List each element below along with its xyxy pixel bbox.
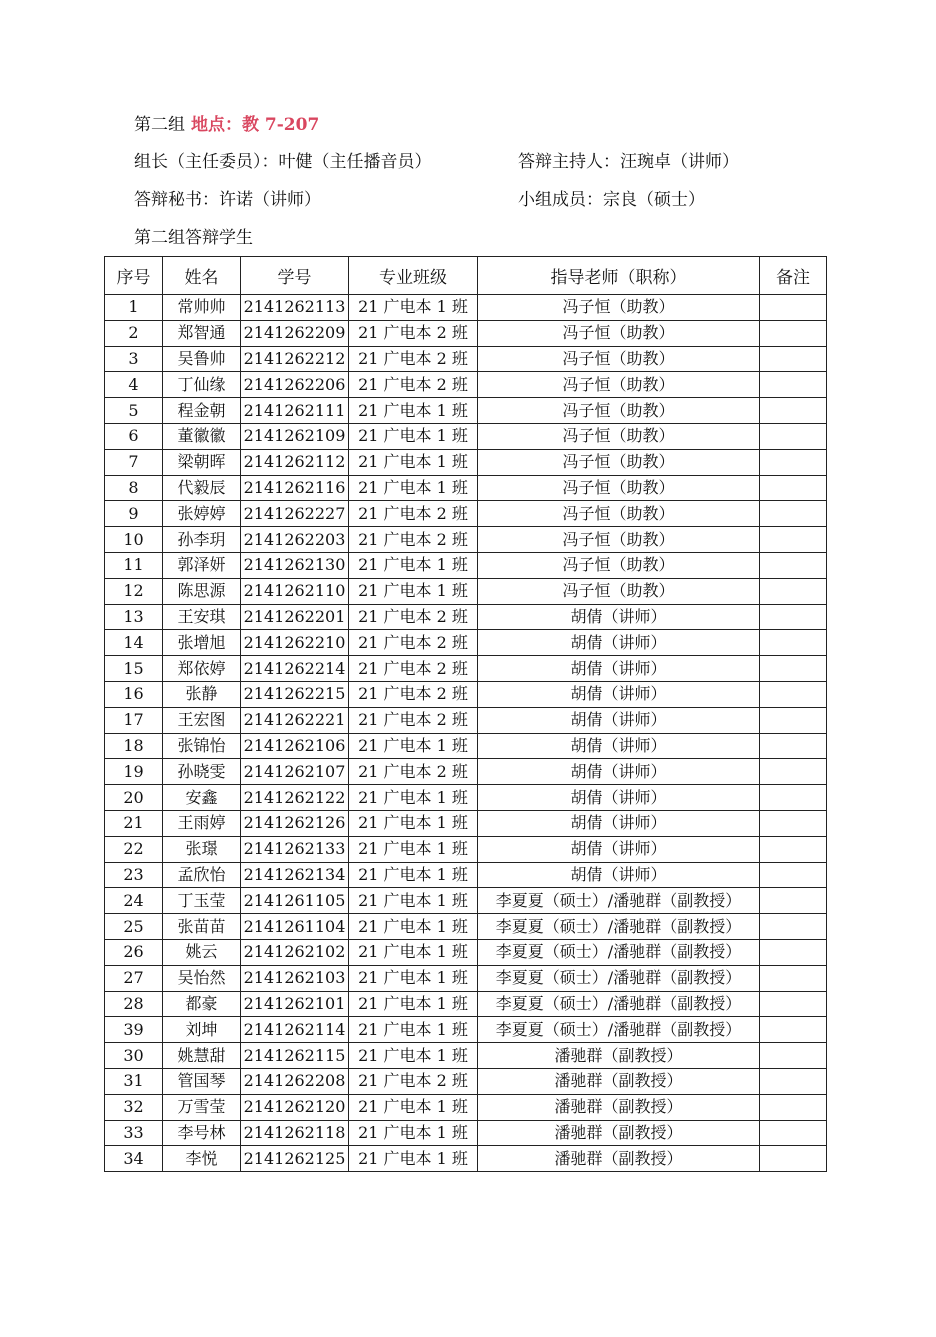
- table-row: [105, 501, 827, 527]
- cell-index: 1: [105, 295, 163, 321]
- cell-notes: [760, 991, 827, 1017]
- cell-class: 21 广电本 2 班: [349, 604, 478, 630]
- cell-notes: [760, 862, 827, 888]
- cell-notes: [760, 398, 827, 424]
- cell-name: 代毅辰: [163, 475, 241, 501]
- cell-index: 26: [105, 939, 163, 965]
- cell-student-id: 2141262214: [241, 656, 349, 682]
- cell-index: 31: [105, 1068, 163, 1094]
- cell-notes: [760, 527, 827, 553]
- cell-name: 王宏图: [163, 707, 241, 733]
- table-row: [105, 346, 827, 372]
- cell-notes: [760, 810, 827, 836]
- cell-name: 孙晓雯: [163, 759, 241, 785]
- cell-name: 刘坤: [163, 1017, 241, 1043]
- cell-student-id: 2141262107: [241, 759, 349, 785]
- header-advisor: 指导老师（职称）: [478, 257, 760, 295]
- cell-index: 28: [105, 991, 163, 1017]
- header-class: 专业班级: [349, 257, 478, 295]
- cell-class: 21 广电本 1 班: [349, 785, 478, 811]
- cell-class: 21 广电本 2 班: [349, 707, 478, 733]
- cell-advisor: 冯子恒（助教）: [478, 320, 760, 346]
- cell-student-id: 2141262103: [241, 965, 349, 991]
- cell-name: 郭泽妍: [163, 552, 241, 578]
- cell-index: 8: [105, 475, 163, 501]
- cell-name: 陈思源: [163, 578, 241, 604]
- cell-advisor: 李夏夏（硕士）/潘驰群（副教授）: [478, 939, 760, 965]
- table-row: [105, 939, 827, 965]
- cell-student-id: 2141262209: [241, 320, 349, 346]
- cell-class: 21 广电本 1 班: [349, 914, 478, 940]
- table-row: [105, 1146, 827, 1172]
- cell-student-id: 2141262112: [241, 449, 349, 475]
- cell-class: 21 广电本 2 班: [349, 372, 478, 398]
- cell-advisor: 胡倩（讲师）: [478, 604, 760, 630]
- table-row: [105, 1120, 827, 1146]
- cell-student-id: 2141262134: [241, 862, 349, 888]
- cell-student-id: 2141262227: [241, 501, 349, 527]
- table-row: [105, 681, 827, 707]
- cell-class: 21 广电本 2 班: [349, 1068, 478, 1094]
- cell-class: 21 广电本 1 班: [349, 295, 478, 321]
- cell-student-id: 2141262109: [241, 423, 349, 449]
- cell-student-id: 2141262203: [241, 527, 349, 553]
- cell-name: 丁玉莹: [163, 888, 241, 914]
- table-row: [105, 810, 827, 836]
- cell-name: 吴鲁帅: [163, 346, 241, 372]
- cell-advisor: 潘驰群（副教授）: [478, 1043, 760, 1069]
- cell-index: 23: [105, 862, 163, 888]
- table-row: [105, 320, 827, 346]
- cell-name: 郑依婷: [163, 656, 241, 682]
- cell-index: 9: [105, 501, 163, 527]
- cell-name: 吴怡然: [163, 965, 241, 991]
- cell-index: 14: [105, 630, 163, 656]
- cell-student-id: 2141261104: [241, 914, 349, 940]
- cell-student-id: 2141262125: [241, 1146, 349, 1172]
- cell-index: 27: [105, 965, 163, 991]
- cell-advisor: 潘驰群（副教授）: [478, 1120, 760, 1146]
- cell-advisor: 李夏夏（硕士）/潘驰群（副教授）: [478, 888, 760, 914]
- cell-student-id: 2141262114: [241, 1017, 349, 1043]
- group-title-line: [134, 113, 319, 137]
- cell-notes: [760, 552, 827, 578]
- cell-advisor: 冯子恒（助教）: [478, 423, 760, 449]
- cell-student-id: 2141262106: [241, 733, 349, 759]
- cell-class: 21 广电本 1 班: [349, 475, 478, 501]
- group-title: 第二组: [134, 115, 185, 135]
- cell-student-id: 2141262126: [241, 810, 349, 836]
- cell-index: 25: [105, 914, 163, 940]
- table-row: [105, 991, 827, 1017]
- cell-class: 21 广电本 2 班: [349, 681, 478, 707]
- cell-notes: [760, 1068, 827, 1094]
- cell-notes: [760, 449, 827, 475]
- cell-index: 10: [105, 527, 163, 553]
- table-header-row: [105, 257, 827, 295]
- cell-student-id: 2141262130: [241, 552, 349, 578]
- cell-class: 21 广电本 1 班: [349, 398, 478, 424]
- table-row: [105, 836, 827, 862]
- table-row: [105, 552, 827, 578]
- cell-index: 3: [105, 346, 163, 372]
- cell-notes: [760, 785, 827, 811]
- cell-class: 21 广电本 1 班: [349, 1146, 478, 1172]
- cell-student-id: 2141262206: [241, 372, 349, 398]
- defense-secretary: 答辩秘书：许诺（讲师）: [134, 190, 321, 210]
- cell-notes: [760, 1094, 827, 1120]
- cell-advisor: 冯子恒（助教）: [478, 578, 760, 604]
- header-index: 序号: [105, 257, 163, 295]
- cell-student-id: 2141262210: [241, 630, 349, 656]
- cell-class: 21 广电本 2 班: [349, 320, 478, 346]
- cell-name: 孙李玥: [163, 527, 241, 553]
- cell-index: 18: [105, 733, 163, 759]
- cell-index: 4: [105, 372, 163, 398]
- cell-name: 梁朝晖: [163, 449, 241, 475]
- cell-student-id: 2141262118: [241, 1120, 349, 1146]
- cell-notes: [760, 733, 827, 759]
- cell-notes: [760, 578, 827, 604]
- cell-notes: [760, 1017, 827, 1043]
- cell-class: 21 广电本 2 班: [349, 527, 478, 553]
- cell-advisor: 李夏夏（硕士）/潘驰群（副教授）: [478, 965, 760, 991]
- table-row: [105, 604, 827, 630]
- cell-notes: [760, 759, 827, 785]
- cell-name: 李悦: [163, 1146, 241, 1172]
- cell-advisor: 冯子恒（助教）: [478, 346, 760, 372]
- cell-notes: [760, 423, 827, 449]
- cell-index: 22: [105, 836, 163, 862]
- cell-notes: [760, 965, 827, 991]
- cell-notes: [760, 939, 827, 965]
- cell-name: 张静: [163, 681, 241, 707]
- table-row: [105, 527, 827, 553]
- cell-class: 21 广电本 1 班: [349, 552, 478, 578]
- table-row: [105, 965, 827, 991]
- cell-class: 21 广电本 1 班: [349, 1017, 478, 1043]
- cell-notes: [760, 888, 827, 914]
- cell-class: 21 广电本 2 班: [349, 501, 478, 527]
- cell-advisor: 冯子恒（助教）: [478, 527, 760, 553]
- table-row: [105, 398, 827, 424]
- cell-notes: [760, 836, 827, 862]
- table-row: [105, 656, 827, 682]
- cell-name: 姚云: [163, 939, 241, 965]
- cell-notes: [760, 501, 827, 527]
- cell-notes: [760, 1146, 827, 1172]
- cell-advisor: 冯子恒（助教）: [478, 501, 760, 527]
- table-row: [105, 578, 827, 604]
- cell-class: 21 广电本 1 班: [349, 810, 478, 836]
- cell-advisor: 胡倩（讲师）: [478, 630, 760, 656]
- cell-advisor: 李夏夏（硕士）/潘驰群（副教授）: [478, 914, 760, 940]
- table-row: [105, 888, 827, 914]
- cell-advisor: 潘驰群（副教授）: [478, 1068, 760, 1094]
- cell-advisor: 李夏夏（硕士）/潘驰群（副教授）: [478, 1017, 760, 1043]
- cell-name: 张锦怡: [163, 733, 241, 759]
- cell-advisor: 胡倩（讲师）: [478, 785, 760, 811]
- cell-notes: [760, 656, 827, 682]
- cell-name: 张璟: [163, 836, 241, 862]
- table-row: [105, 295, 827, 321]
- cell-notes: [760, 604, 827, 630]
- cell-class: 21 广电本 1 班: [349, 991, 478, 1017]
- cell-advisor: 潘驰群（副教授）: [478, 1094, 760, 1120]
- cell-student-id: 2141262215: [241, 681, 349, 707]
- table-row: [105, 1068, 827, 1094]
- cell-index: 6: [105, 423, 163, 449]
- cell-index: 15: [105, 656, 163, 682]
- header-name: 姓名: [163, 257, 241, 295]
- cell-class: 21 广电本 2 班: [349, 346, 478, 372]
- cell-name: 万雪莹: [163, 1094, 241, 1120]
- defense-host: 答辩主持人：汪琬卓（讲师）: [518, 152, 739, 172]
- cell-index: 7: [105, 449, 163, 475]
- cell-student-id: 2141262102: [241, 939, 349, 965]
- cell-index: 2: [105, 320, 163, 346]
- cell-index: 13: [105, 604, 163, 630]
- cell-student-id: 2141262113: [241, 295, 349, 321]
- cell-student-id: 2141262133: [241, 836, 349, 862]
- cell-name: 姚慧甜: [163, 1043, 241, 1069]
- cell-index: 30: [105, 1043, 163, 1069]
- table-row: [105, 449, 827, 475]
- cell-index: 11: [105, 552, 163, 578]
- cell-name: 张苗苗: [163, 914, 241, 940]
- cell-name: 王雨婷: [163, 810, 241, 836]
- cell-notes: [760, 914, 827, 940]
- cell-class: 21 广电本 1 班: [349, 578, 478, 604]
- table-body: [105, 295, 827, 1172]
- cell-class: 21 广电本 2 班: [349, 759, 478, 785]
- cell-advisor: 冯子恒（助教）: [478, 475, 760, 501]
- cell-advisor: 潘驰群（副教授）: [478, 1146, 760, 1172]
- cell-name: 张婷婷: [163, 501, 241, 527]
- cell-class: 21 广电本 1 班: [349, 1120, 478, 1146]
- cell-notes: [760, 295, 827, 321]
- cell-index: 33: [105, 1120, 163, 1146]
- cell-class: 21 广电本 1 班: [349, 862, 478, 888]
- cell-advisor: 冯子恒（助教）: [478, 552, 760, 578]
- table-row: [105, 423, 827, 449]
- table-row: [105, 759, 827, 785]
- cell-class: 21 广电本 1 班: [349, 449, 478, 475]
- cell-class: 21 广电本 1 班: [349, 1043, 478, 1069]
- cell-name: 郑智通: [163, 320, 241, 346]
- cell-notes: [760, 475, 827, 501]
- cell-student-id: 2141262111: [241, 398, 349, 424]
- cell-name: 都豪: [163, 991, 241, 1017]
- cell-name: 丁仙缘: [163, 372, 241, 398]
- cell-advisor: 冯子恒（助教）: [478, 398, 760, 424]
- cell-name: 程金朝: [163, 398, 241, 424]
- cell-index: 21: [105, 810, 163, 836]
- group-member: 小组成员：宗良（硕士）: [518, 190, 705, 210]
- cell-student-id: 2141261105: [241, 888, 349, 914]
- table-row: [105, 1043, 827, 1069]
- cell-notes: [760, 1043, 827, 1069]
- cell-notes: [760, 346, 827, 372]
- cell-name: 张增旭: [163, 630, 241, 656]
- cell-class: 21 广电本 1 班: [349, 423, 478, 449]
- cell-advisor: 冯子恒（助教）: [478, 449, 760, 475]
- header-notes: 备注: [760, 257, 827, 295]
- table-row: [105, 733, 827, 759]
- cell-index: 5: [105, 398, 163, 424]
- cell-class: 21 广电本 1 班: [349, 965, 478, 991]
- table-row: [105, 785, 827, 811]
- cell-index: 24: [105, 888, 163, 914]
- cell-advisor: 冯子恒（助教）: [478, 372, 760, 398]
- header-student-id: 学号: [241, 257, 349, 295]
- cell-name: 孟欣怡: [163, 862, 241, 888]
- student-table: [104, 256, 827, 1172]
- table-row: [105, 707, 827, 733]
- cell-notes: [760, 630, 827, 656]
- table-row: [105, 862, 827, 888]
- cell-name: 董徽徽: [163, 423, 241, 449]
- cell-advisor: 胡倩（讲师）: [478, 836, 760, 862]
- cell-index: 34: [105, 1146, 163, 1172]
- cell-class: 21 广电本 1 班: [349, 939, 478, 965]
- cell-student-id: 2141262110: [241, 578, 349, 604]
- cell-advisor: 胡倩（讲师）: [478, 681, 760, 707]
- table-row: [105, 475, 827, 501]
- cell-student-id: 2141262221: [241, 707, 349, 733]
- cell-advisor: 李夏夏（硕士）/潘驰群（副教授）: [478, 991, 760, 1017]
- cell-notes: [760, 681, 827, 707]
- cell-name: 常帅帅: [163, 295, 241, 321]
- cell-index: 16: [105, 681, 163, 707]
- cell-advisor: 胡倩（讲师）: [478, 862, 760, 888]
- cell-student-id: 2141262101: [241, 991, 349, 1017]
- cell-student-id: 2141262208: [241, 1068, 349, 1094]
- table-row: [105, 1017, 827, 1043]
- students-heading: 第二组答辩学生: [134, 228, 253, 248]
- cell-advisor: 胡倩（讲师）: [478, 810, 760, 836]
- cell-name: 王安琪: [163, 604, 241, 630]
- cell-index: 32: [105, 1094, 163, 1120]
- cell-class: 21 广电本 1 班: [349, 888, 478, 914]
- cell-class: 21 广电本 2 班: [349, 656, 478, 682]
- cell-index: 12: [105, 578, 163, 604]
- table-row: [105, 630, 827, 656]
- cell-class: 21 广电本 1 班: [349, 1094, 478, 1120]
- table-row: [105, 1094, 827, 1120]
- cell-notes: [760, 320, 827, 346]
- cell-advisor: 冯子恒（助教）: [478, 295, 760, 321]
- cell-advisor: 胡倩（讲师）: [478, 656, 760, 682]
- location-label: 地点：教 7-207: [191, 115, 320, 135]
- cell-student-id: 2141262212: [241, 346, 349, 372]
- cell-notes: [760, 372, 827, 398]
- cell-advisor: 胡倩（讲师）: [478, 733, 760, 759]
- cell-student-id: 2141262116: [241, 475, 349, 501]
- table-row: [105, 372, 827, 398]
- cell-student-id: 2141262115: [241, 1043, 349, 1069]
- cell-student-id: 2141262120: [241, 1094, 349, 1120]
- cell-advisor: 胡倩（讲师）: [478, 759, 760, 785]
- cell-name: 安鑫: [163, 785, 241, 811]
- cell-student-id: 2141262122: [241, 785, 349, 811]
- table-row: [105, 914, 827, 940]
- cell-name: 管国琴: [163, 1068, 241, 1094]
- cell-index: 19: [105, 759, 163, 785]
- group-leader: 组长（主任委员）：叶健（主任播音员）: [134, 152, 432, 172]
- cell-student-id: 2141262201: [241, 604, 349, 630]
- cell-name: 李号林: [163, 1120, 241, 1146]
- cell-notes: [760, 707, 827, 733]
- cell-class: 21 广电本 1 班: [349, 733, 478, 759]
- cell-advisor: 胡倩（讲师）: [478, 707, 760, 733]
- cell-index: 17: [105, 707, 163, 733]
- cell-notes: [760, 1120, 827, 1146]
- cell-index: 20: [105, 785, 163, 811]
- cell-index: 39: [105, 1017, 163, 1043]
- cell-class: 21 广电本 1 班: [349, 836, 478, 862]
- cell-class: 21 广电本 2 班: [349, 630, 478, 656]
